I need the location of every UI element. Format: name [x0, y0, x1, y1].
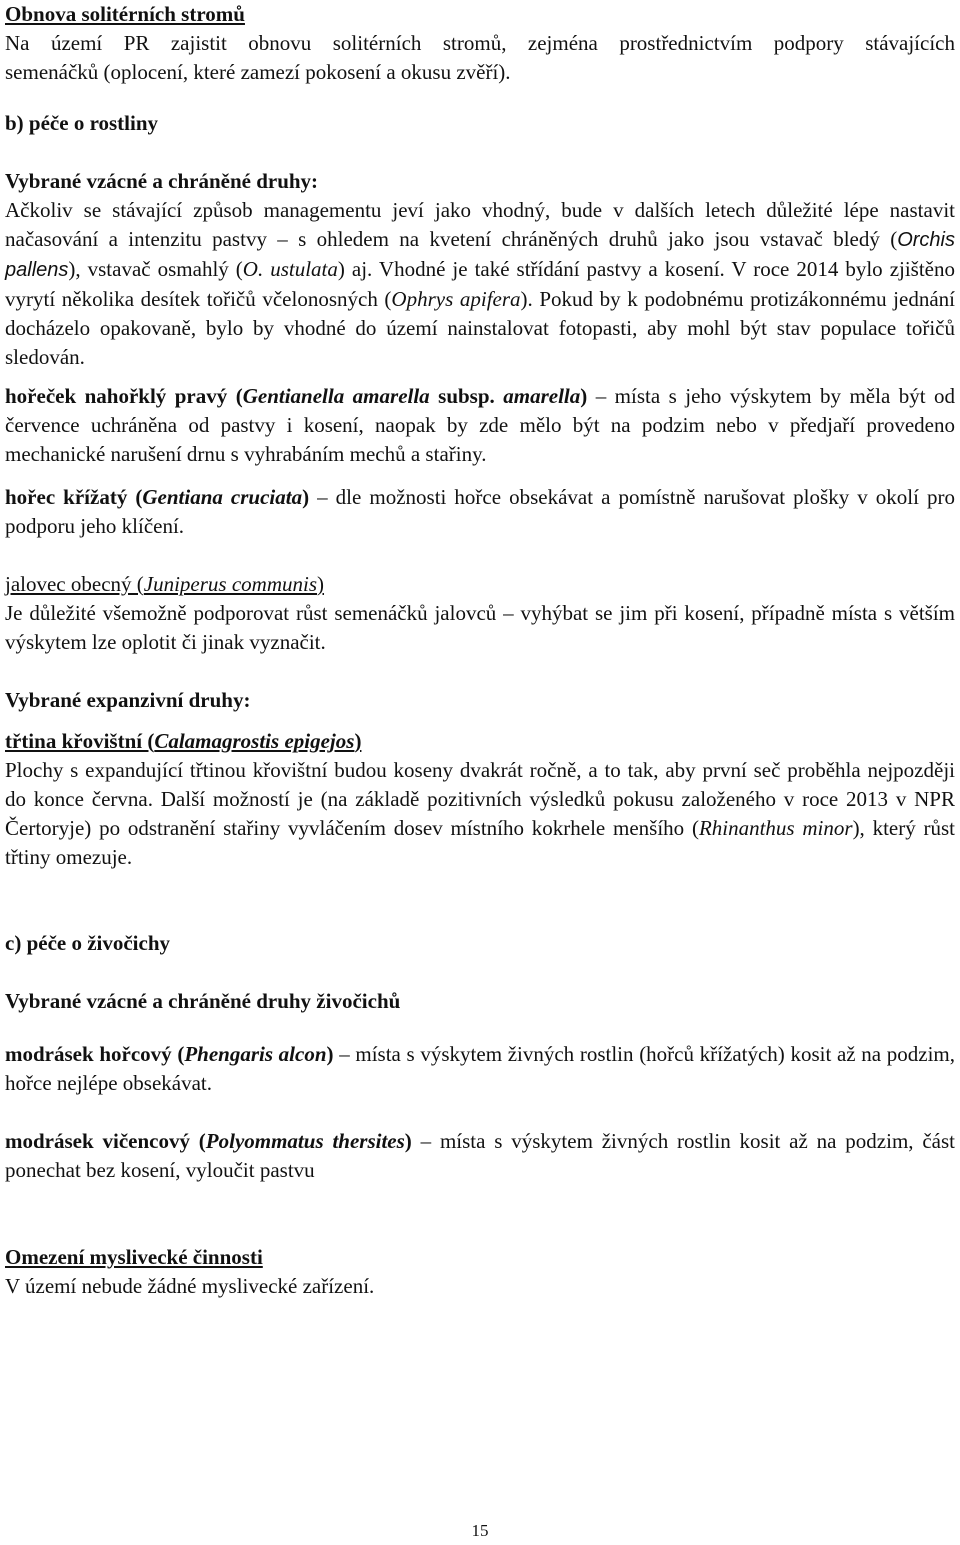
section-title: Omezení myslivecké činnosti	[5, 1245, 263, 1269]
section-tree-renewal	[5, 0, 955, 87]
paragraph-juniperus: Je důležité všemožně podporovat růst semenáčků jalovců – vyhýbat se jim při kosení, případně místa s větším výskytem lze oplotit či jinak vyznačit.	[5, 601, 955, 654]
section-title: Obnova solitérních stromů	[5, 2, 245, 26]
paragraph-gentiana: hořec křížatý (Gentiana cruciata) – dle možnosti hořce obsekávat a pomístně narušovat plošky v okolí pro podporu jeho klíčení.	[5, 485, 955, 538]
heading-calamagrostis: třtina křovištní (Calamagrostis epigejos)	[5, 729, 362, 753]
paragraph-line: V území nebude žádné myslivecké zařízení.	[5, 1274, 375, 1298]
paragraph-line: Na území PR zajistit obnovu solitérních stromů, zejména prostřednictvím podpory stávajících	[5, 31, 955, 55]
paragraph-phengaris: modrásek hořcový (Phengaris alcon) – místa s výskytem živných rostlin (hořců křížatých) kosit až na podzim, hořce nejlépe obsekávat.	[5, 1042, 956, 1095]
paragraph-polyommatus: modrásek vičencový (Polyommatus thersites) – místa s výskytem živných rostlin kosit až na podzim, část ponechat bez kosení, vyloučit pastvu	[5, 1129, 956, 1182]
heading-juniperus: jalovec obecný (Juniperus communis)	[5, 572, 325, 596]
page-number: 15	[471, 1521, 489, 1540]
paragraph-gentianella: hořeček nahořklý pravý (Gentianella amarella subsp. amarella) – místa s jeho výskytem by měla být od července uchráněna od pastvy i kosení, naopak by zde mělo být na podzim nebo v předjaří provedeno mechanické narušení drnu s vyhrabáním mechů a stařiny.	[5, 384, 956, 466]
subheading-rare-animals: Vybrané vzácné a chráněné druhy živočichů	[5, 989, 401, 1013]
subheading-expansive: Vybrané expanzivní druhy:	[5, 688, 251, 712]
paragraph-management: Ačkoliv se stávající způsob managementu jeví jako vhodný, bude v dalších letech důležité lépe nastavit načasování a intenzitu pastvy – s ohledem na kvetení chráněných druhů jako jsou vstavač bledý (Orchis pallens), vstavač osmahlý (O. ustulata) aj. Vhodné je také střídání pastvy a kosení. V roce 2014 bylo zjištěno vyrytí několika desítek tořičů včelonosných (Ophrys apifera). Pokud by k podobnému protizákonnému jednání docházelo opakovaně, bylo by vhodné do území nainstalovat fotopasti, aby mohl být stav populace tořičů sledován.	[5, 198, 956, 369]
heading-animal-care: c) péče o živočichy	[5, 931, 171, 955]
paragraph-line: semenáčků (oplocení, které zamezí pokosení a okusu zvěří).	[5, 60, 511, 84]
subheading-rare-plants: Vybrané vzácné a chráněné druhy:	[5, 169, 319, 193]
heading-plant-care: b) péče o rostliny	[5, 111, 159, 135]
section-hunting	[5, 1243, 955, 1301]
paragraph-calamagrostis: Plochy s expandující třtinou křovištní budou koseny dvakrát ročně, a to tak, aby první seč proběhla nejpozději do konce června. Další možností je (na základě pozitivních výsledků pokusu založeného v roce 2013 v NPR Čertoryje) po odstranění stařiny vyvláčením dosev místního kokrhele menšího (Rhinanthus minor), který růst třtiny omezuje.	[5, 758, 955, 869]
